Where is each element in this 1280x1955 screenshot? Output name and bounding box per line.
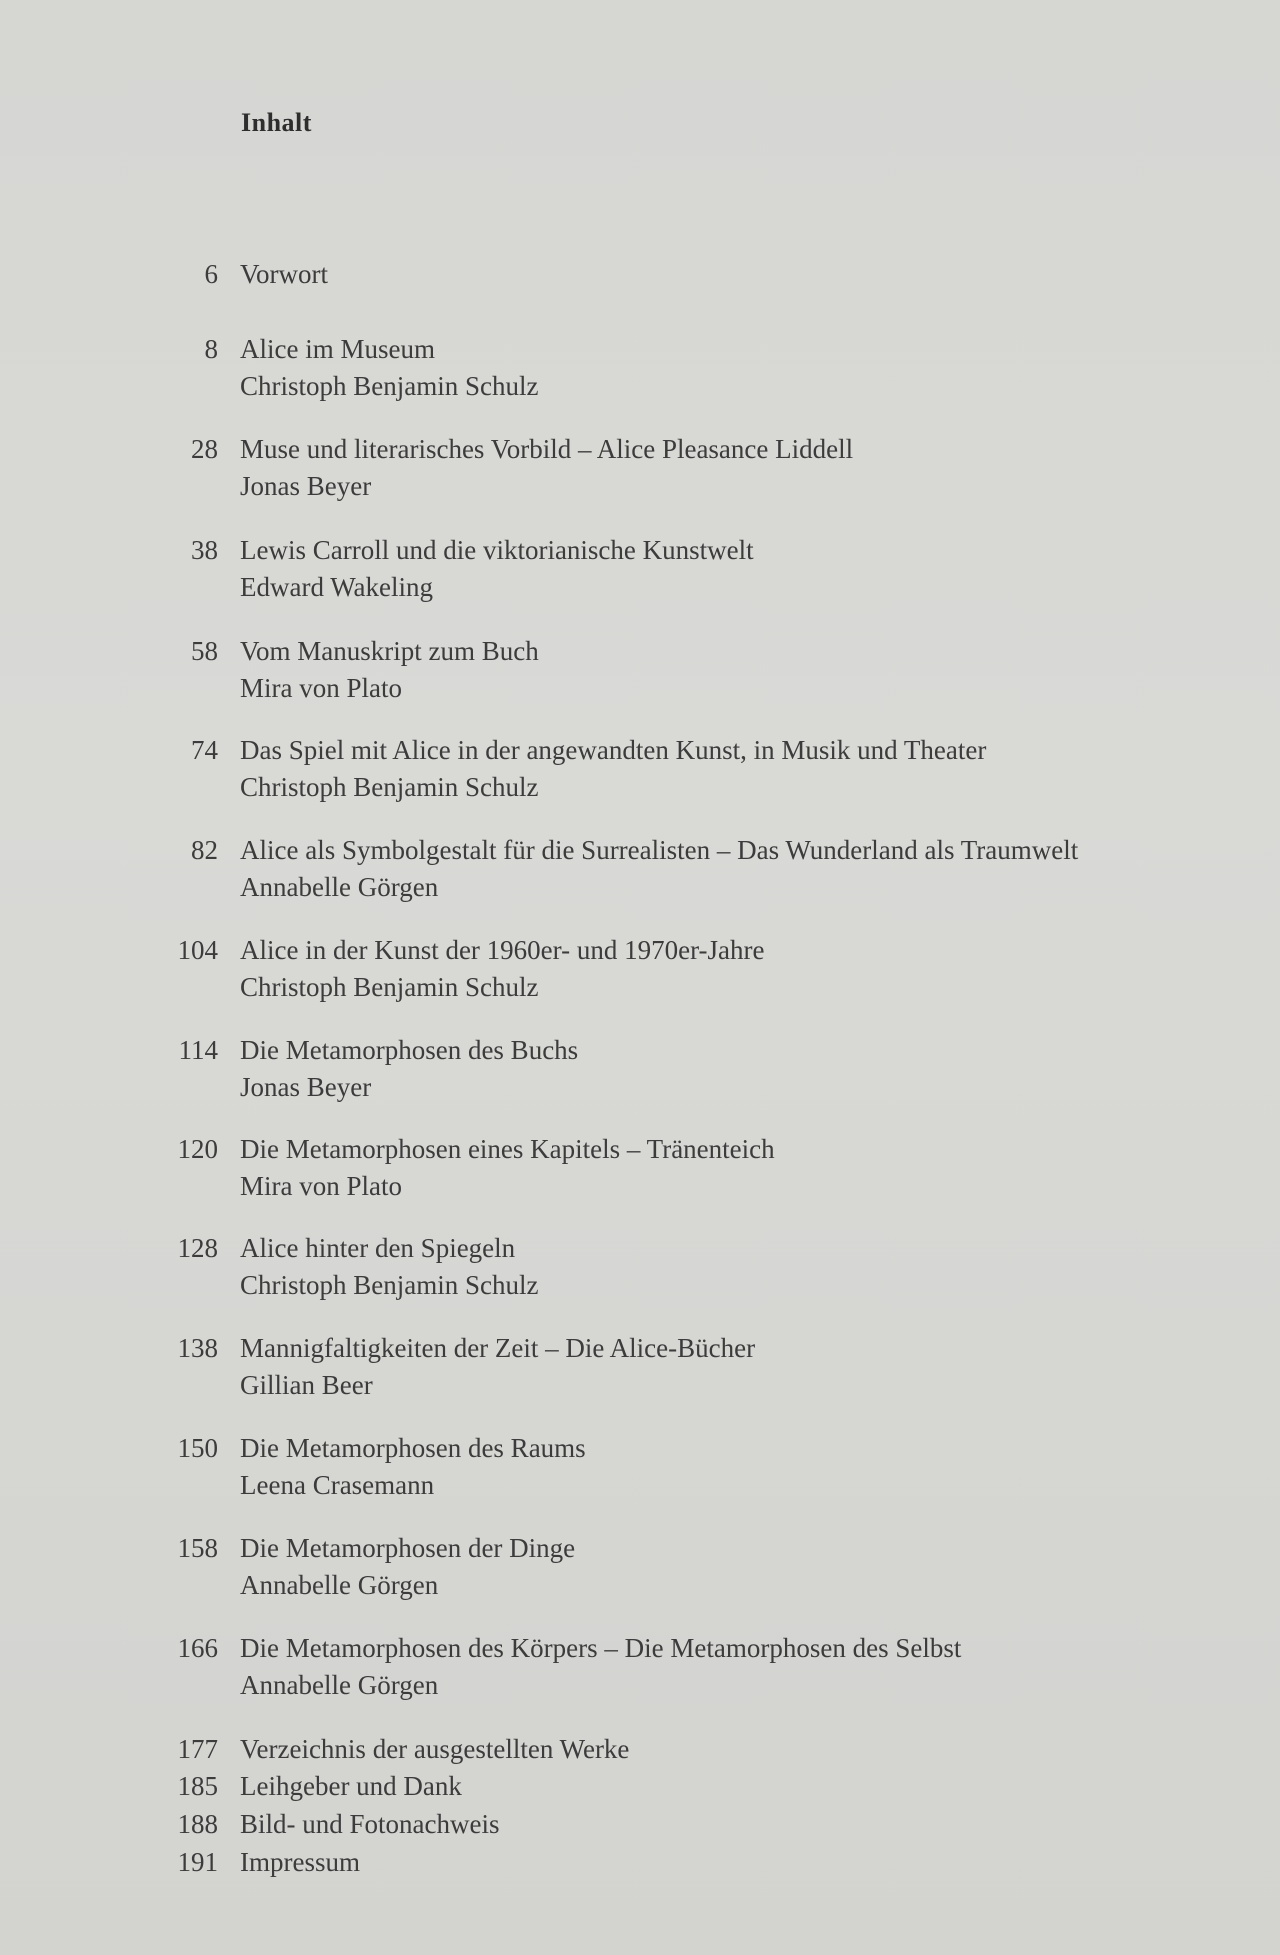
toc-title: Impressum: [240, 1847, 360, 1877]
toc-page-number: 114: [178, 1035, 218, 1065]
toc-author: Jonas Beyer: [240, 471, 372, 501]
toc-author: Annabelle Görgen: [240, 872, 439, 902]
toc-title: Verzeichnis der ausgestellten Werke: [240, 1734, 630, 1764]
toc-title: Die Metamorphosen der Dinge: [240, 1533, 576, 1563]
toc-title: Leihgeber und Dank: [240, 1771, 462, 1801]
toc-page-number: 28: [191, 434, 218, 464]
toc-page-number: 166: [177, 1633, 218, 1663]
toc-author: Mira von Plato: [240, 1171, 402, 1201]
toc-page-number: 8: [204, 334, 218, 364]
toc-page-number: 138: [177, 1333, 218, 1363]
toc-page-number: 185: [177, 1771, 218, 1801]
toc-author: Mira von Plato: [240, 673, 402, 703]
toc-title: Alice in der Kunst der 1960er- und 1970er-Jahre: [240, 935, 765, 965]
toc-page-number: 58: [191, 636, 218, 666]
toc-author: Christoph Benjamin Schulz: [240, 1270, 539, 1300]
toc-title: Muse und literarisches Vorbild – Alice Pleasance Liddell: [240, 434, 854, 464]
toc-page-number: 128: [177, 1233, 218, 1263]
toc-title: Mannigfaltigkeiten der Zeit – Die Alice-Bücher: [240, 1333, 756, 1363]
toc-title: Das Spiel mit Alice in der angewandten Kunst, in Musik und Theater: [240, 735, 987, 765]
toc-title: Die Metamorphosen des Buchs: [240, 1035, 579, 1065]
toc-title: Alice als Symbolgestalt für die Surrealisten – Das Wunderland als Traumwelt: [240, 835, 1079, 865]
toc-author: Annabelle Görgen: [240, 1570, 439, 1600]
toc-author: Jonas Beyer: [240, 1072, 372, 1102]
toc-author: Gillian Beer: [240, 1370, 373, 1400]
toc-page-number: 38: [191, 535, 218, 565]
toc-page-number: 82: [191, 835, 218, 865]
toc-title: Vorwort: [240, 259, 329, 289]
toc-page-number: 6: [204, 259, 218, 289]
toc-title: Bild- und Fotonachweis: [240, 1809, 500, 1839]
toc-title: Die Metamorphosen des Körpers – Die Metamorphosen des Selbst: [240, 1633, 962, 1663]
page-title: Inhalt: [241, 108, 312, 137]
toc-page-number: 188: [177, 1809, 218, 1839]
toc-title: Die Metamorphosen eines Kapitels – Tränenteich: [240, 1134, 775, 1164]
toc-page-number: 158: [177, 1533, 218, 1563]
toc-page-number: 74: [191, 735, 218, 765]
toc-title: Lewis Carroll und die viktorianische Kunstwelt: [240, 535, 754, 565]
toc-page-number: 150: [177, 1433, 218, 1463]
toc-author: Edward Wakeling: [240, 572, 434, 602]
toc-page-number: 104: [177, 935, 218, 965]
toc-author: Annabelle Görgen: [240, 1670, 439, 1700]
toc-author: Christoph Benjamin Schulz: [240, 972, 539, 1002]
toc-page-number: 177: [177, 1734, 218, 1764]
toc-title: Alice hinter den Spiegeln: [240, 1233, 516, 1263]
toc-title: Vom Manuskript zum Buch: [240, 636, 539, 666]
toc-author: Christoph Benjamin Schulz: [240, 772, 539, 802]
toc-title: Alice im Museum: [240, 334, 435, 364]
toc-title: Die Metamorphosen des Raums: [240, 1433, 586, 1463]
toc-page-number: 191: [177, 1847, 218, 1877]
toc-author: Leena Crasemann: [240, 1470, 435, 1500]
toc-author: Christoph Benjamin Schulz: [240, 371, 539, 401]
toc-page-number: 120: [177, 1134, 218, 1164]
